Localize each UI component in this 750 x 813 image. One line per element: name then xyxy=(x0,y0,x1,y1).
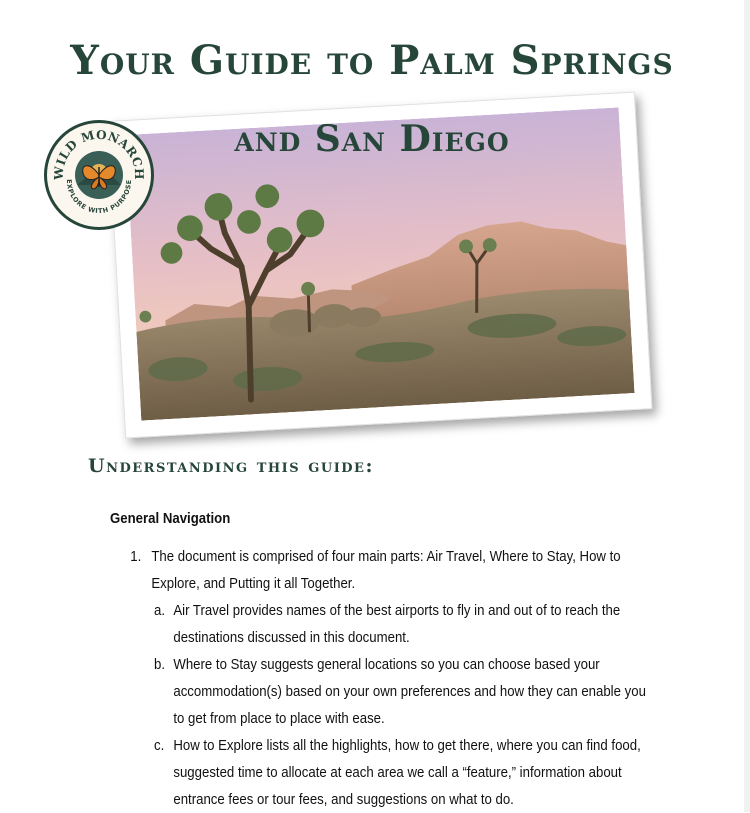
subitem-text: Air Travel provides names of the best airports to fly in and out of to reach the destinations discussed in this document. xyxy=(173,602,621,646)
subitem-letter: c. xyxy=(154,737,165,754)
subitem-letter: a. xyxy=(154,602,166,619)
title-line-2: and San Diego xyxy=(234,118,510,160)
section-heading: Understanding this guide: xyxy=(88,455,374,477)
page-edge xyxy=(744,0,750,812)
butterfly-icon xyxy=(47,123,151,227)
title-line-1: Your Guide to Palm Springs xyxy=(70,37,674,84)
subitem-text: Where to Stay suggests general locations so you can choose based your accommodation(s) based on your own preferences and how they can enable you to get from place to place with ease. xyxy=(173,656,646,727)
list-item-text: The document is comprised of four main parts: Air Travel, Where to Stay, How to Explore, and Putting it all Together. xyxy=(151,548,621,592)
subitem-text: How to Explore lists all the highlights, how to get there, where you can find food, suggested time to allocate at each area we call a “feature,” information about entrance fees or tour fees, and suggestions on what to do. xyxy=(173,737,641,808)
wild-monarch-badge xyxy=(44,120,154,230)
list-number: 1. xyxy=(130,548,142,565)
svg-text:WILD MONARCH: WILD MONARCH xyxy=(51,127,147,181)
subheading: General Navigation xyxy=(110,510,231,527)
subitem-letter: b. xyxy=(154,656,166,673)
svg-text:EXPLORE WITH PURPOSE: EXPLORE WITH PURPOSE xyxy=(64,179,134,216)
